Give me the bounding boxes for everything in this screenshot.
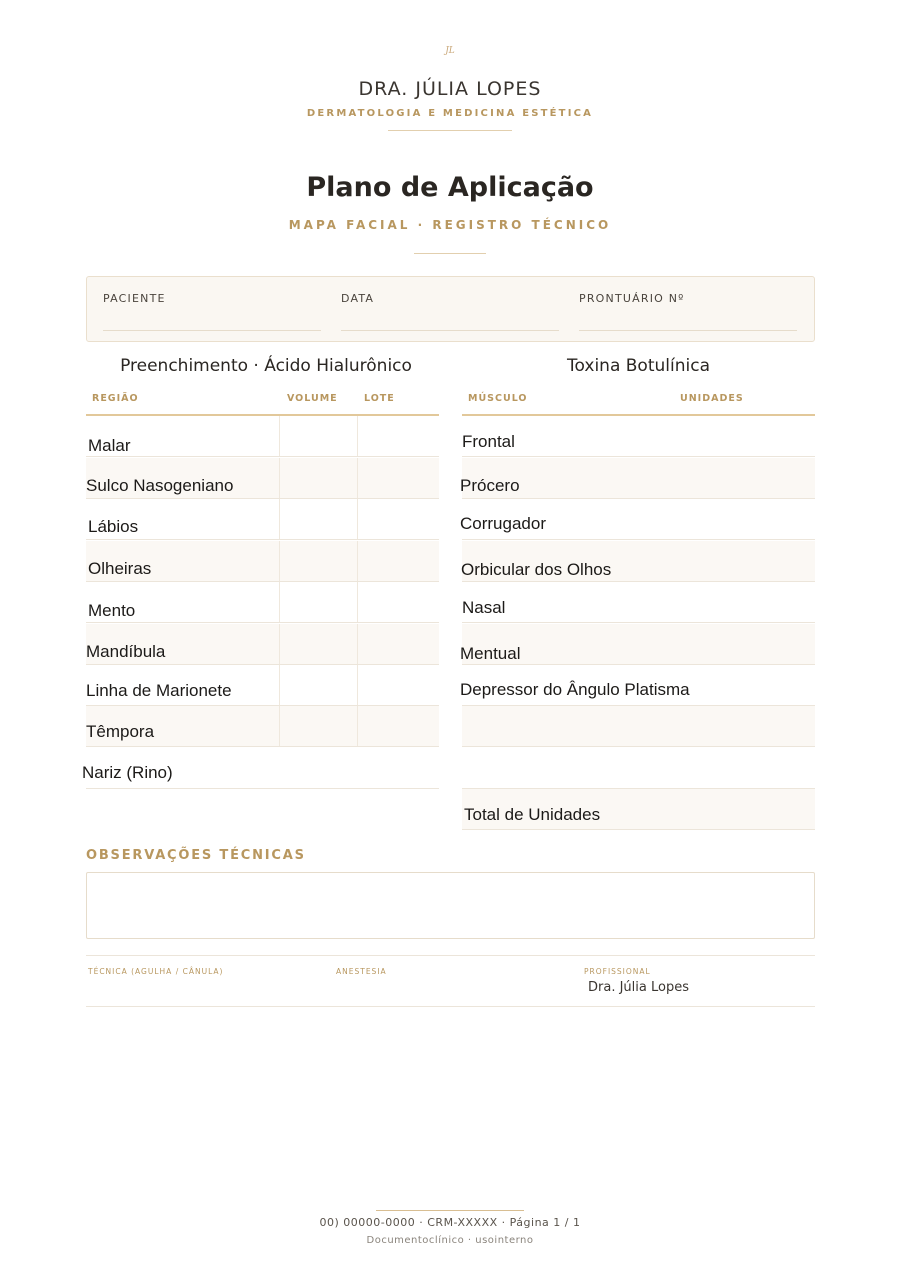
toxin-row-label: Prócero (460, 476, 520, 495)
column-divider (357, 416, 358, 456)
filler-row-label: Mento (88, 601, 136, 620)
record-field[interactable] (579, 289, 797, 331)
filler-row-label: Nariz (Rino) (82, 763, 173, 782)
filler-row-label: Sulco Nasogeniano (86, 476, 234, 495)
filler-col-volume: VOLUME (287, 393, 338, 404)
toxin-row[interactable] (462, 624, 815, 665)
column-divider (357, 458, 358, 498)
record-label: PRONTUÁRIO Nº (579, 292, 685, 305)
doctor-name: DRA. JÚLIA LOPES (358, 78, 542, 100)
toxin-col-muscle: MÚSCULO (468, 393, 528, 404)
toxin-row[interactable] (462, 706, 815, 747)
header-divider (388, 130, 512, 131)
column-divider (357, 499, 358, 539)
toxin-row[interactable] (462, 499, 815, 540)
footer-note: Documentoclínico · usointerno (366, 1235, 534, 1246)
filler-row-label: Lábios (88, 517, 139, 536)
anesthesia-label: ANESTESIA (336, 967, 387, 976)
patient-info-box (86, 276, 815, 342)
toxin-row[interactable] (462, 458, 815, 499)
column-divider (279, 458, 280, 498)
document-title: Plano de Aplicação (306, 172, 594, 203)
filler-row-label: Linha de Marionete (86, 681, 232, 700)
toxin-total-label: Total de Unidades (464, 805, 601, 824)
toxin-row-label: Corrugador (460, 514, 546, 533)
toxin-row[interactable] (462, 416, 815, 457)
column-divider (357, 624, 358, 664)
title-divider (414, 253, 486, 254)
filler-row-label: Olheiras (88, 559, 152, 578)
filler-row[interactable] (86, 706, 439, 747)
date-field[interactable] (341, 289, 559, 331)
filler-col-region: REGIÃO (92, 393, 139, 404)
footer-contact: 00) 00000-0000 · CRM-XXXXX · Página 1 / 1 (319, 1216, 581, 1229)
specialty: DERMATOLOGIA E MEDICINA ESTÉTICA (306, 108, 594, 119)
column-divider (357, 665, 358, 705)
document-subtitle: MAPA FACIAL · REGISTRO TÉCNICO (288, 218, 612, 232)
toxin-row-label: Mentual (460, 644, 521, 663)
observations-textarea[interactable] (86, 872, 815, 939)
toxin-row-label: Nasal (462, 598, 506, 617)
toxin-row[interactable] (462, 541, 815, 582)
filler-row-label: Mandíbula (86, 642, 166, 661)
patient-label: PACIENTE (103, 292, 166, 305)
filler-row[interactable] (86, 458, 439, 499)
column-divider (279, 499, 280, 539)
filler-row-label: Têmpora (86, 722, 155, 741)
filler-row[interactable] (86, 624, 439, 665)
column-divider (357, 582, 358, 622)
toxin-col-units: UNIDADES (680, 393, 744, 404)
toxin-total-row[interactable] (462, 789, 815, 830)
column-divider (279, 541, 280, 581)
column-divider (279, 665, 280, 705)
filler-row[interactable] (82, 748, 439, 789)
filler-section-title: Preenchimento · Ácido Hialurônico (120, 356, 412, 376)
toxin-row-label: Orbicular dos Olhos (461, 560, 612, 579)
toxin-section-title: Toxina Botulínica (567, 356, 710, 376)
monogram-logo: JL (445, 46, 455, 56)
professional-label: PROFISSIONAL (584, 967, 651, 976)
filler-row[interactable] (86, 541, 439, 582)
observations-title: OBSERVAÇÕES TÉCNICAS (86, 848, 306, 863)
toxin-row[interactable] (462, 748, 815, 789)
column-divider (279, 706, 280, 746)
filler-row-label: Malar (88, 436, 131, 455)
toxin-row[interactable] (462, 582, 815, 623)
filler-row[interactable] (86, 416, 439, 457)
filler-row[interactable] (86, 582, 439, 623)
footer-divider (376, 1210, 524, 1211)
column-divider (279, 582, 280, 622)
filler-col-lot: LOTE (364, 393, 395, 404)
column-divider (279, 416, 280, 456)
filler-row[interactable] (86, 665, 439, 706)
toxin-row-label: Frontal (462, 432, 515, 451)
signature-fields (86, 955, 815, 1007)
filler-row[interactable] (86, 499, 439, 540)
column-divider (357, 541, 358, 581)
toxin-row-label: Depressor do Ângulo Platisma (460, 680, 690, 699)
professional-value: Dra. Júlia Lopes (588, 980, 689, 995)
toxin-row[interactable] (462, 665, 815, 706)
technique-label: TÉCNICA (AGULHA / CÂNULA) (88, 967, 224, 976)
column-divider (279, 624, 280, 664)
patient-field[interactable] (103, 289, 321, 331)
column-divider (357, 706, 358, 746)
date-label: DATA (341, 292, 375, 305)
